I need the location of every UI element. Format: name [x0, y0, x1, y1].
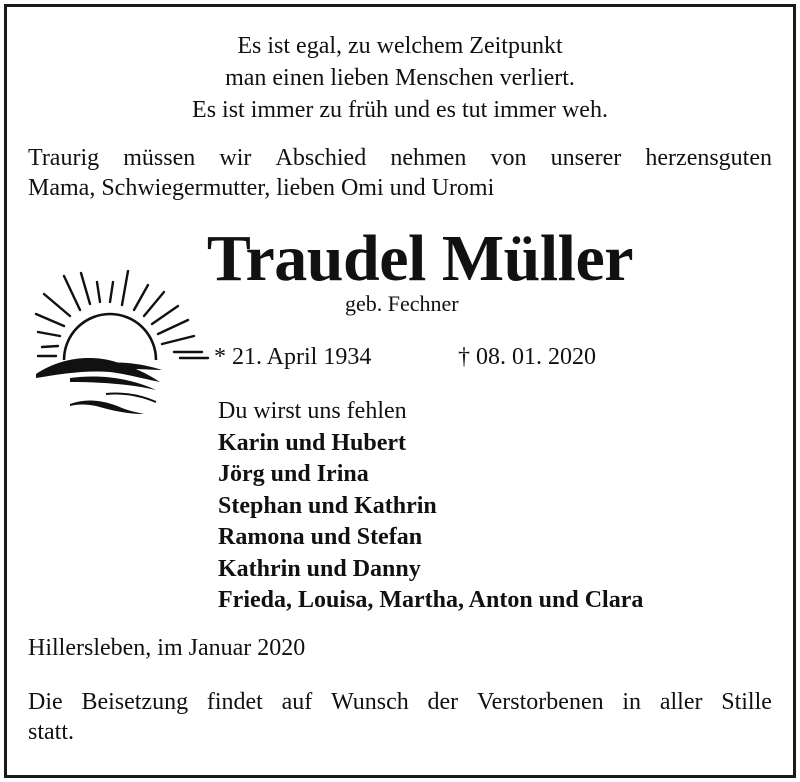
- intro-word: müssen: [123, 145, 196, 171]
- burial-word: Verstorbenen: [476, 689, 604, 715]
- poem-line: Es ist immer zu früh und es tut immer weh.: [192, 97, 608, 123]
- mourner-name: Jörg und Irina: [218, 461, 369, 487]
- sunset-over-hills-icon: [30, 270, 212, 420]
- place-and-date: Hillersleben, im Januar 2020: [28, 635, 306, 661]
- burial-word: Die: [28, 689, 63, 715]
- intro-text: [28, 143, 772, 203]
- death-date: † 08. 01. 2020: [458, 344, 596, 370]
- intro-word: Traurig: [28, 145, 100, 171]
- burial-line-2: statt.: [28, 719, 74, 745]
- burial-word: Beisetzung: [81, 689, 189, 715]
- burial-word: aller: [659, 689, 703, 715]
- mourner-name: Frieda, Louisa, Martha, Anton und Clara: [218, 587, 644, 613]
- burial-word: findet: [206, 689, 263, 715]
- intro-line-1: [28, 143, 772, 173]
- burial-word: der: [427, 689, 459, 715]
- mourner-name: Karin und Hubert: [218, 429, 407, 456]
- intro-word: nehmen: [390, 145, 467, 171]
- memorial-poem: [0, 30, 800, 126]
- intro-word: unserer: [550, 145, 622, 171]
- mourner-name: Kathrin und Danny: [218, 555, 421, 582]
- intro-word: Abschied: [275, 145, 367, 171]
- birth-date: * 21. April 1934: [214, 344, 372, 370]
- mourner-name: Ramona und Stefan: [218, 524, 423, 550]
- mourner-name: Stephan und Kathrin: [218, 492, 437, 519]
- intro-word: herzensguten: [645, 145, 772, 171]
- farewell-block: [218, 396, 643, 617]
- burial-word: auf: [281, 689, 313, 715]
- deceased-name: Traudel Müller: [206, 222, 634, 295]
- intro-word: von: [490, 145, 527, 171]
- burial-word: Wunsch: [331, 689, 409, 715]
- poem-line: man einen lieben Menschen verliert.: [225, 65, 575, 91]
- intro-line-2: Mama, Schwiegermutter, lieben Omi und Uromi: [28, 175, 495, 201]
- burial-word: Stille: [721, 689, 772, 715]
- burial-notice: [28, 687, 772, 747]
- burial-word: in: [622, 689, 642, 715]
- farewell-line: Du wirst uns fehlen: [218, 398, 407, 424]
- intro-word: wir: [219, 145, 252, 171]
- maiden-name: geb. Fechner: [345, 291, 459, 316]
- burial-line-1: [28, 687, 772, 717]
- poem-line: Es ist egal, zu welchem Zeitpunkt: [237, 33, 563, 59]
